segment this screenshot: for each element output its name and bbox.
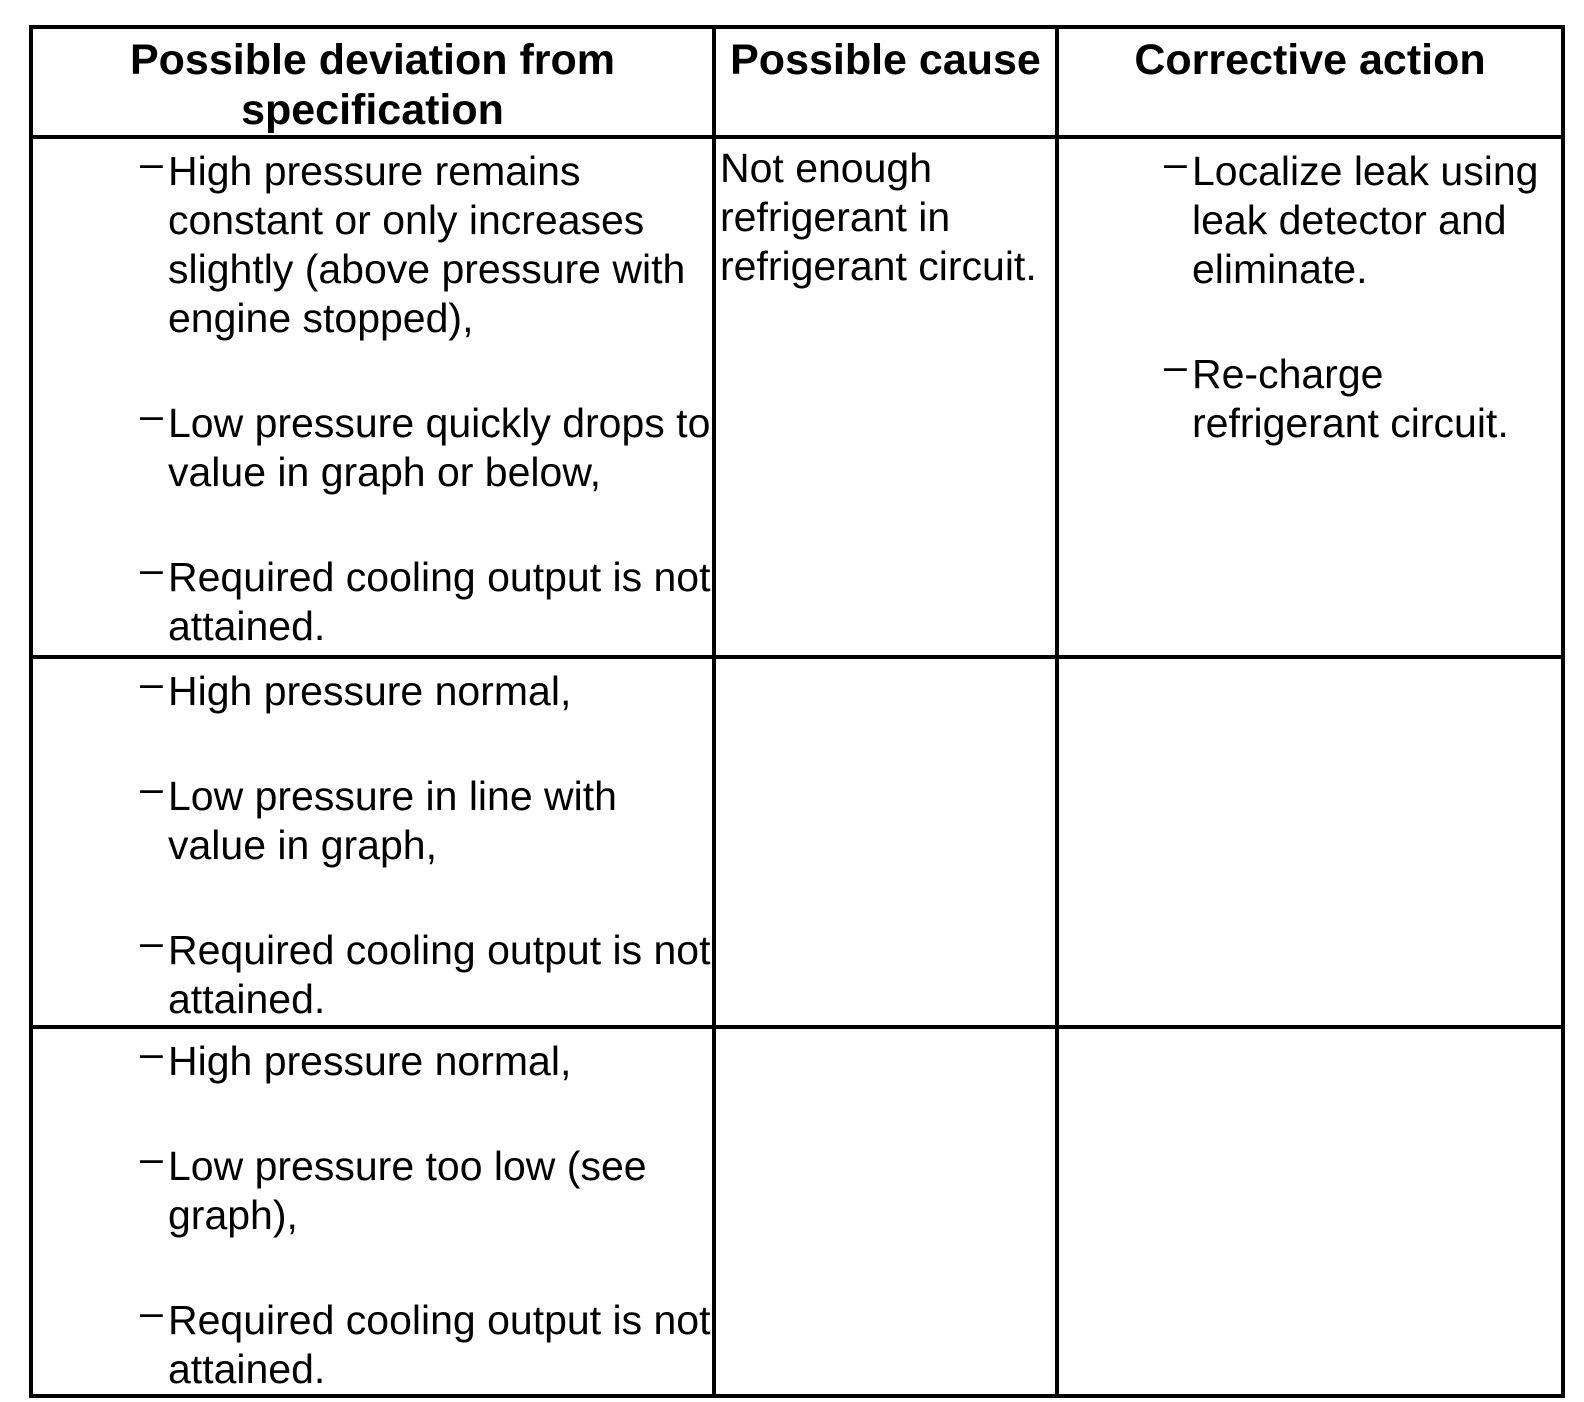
deviation-list [33,659,712,1024]
dash-marker: – [140,140,163,186]
dash-marker: – [140,546,163,592]
deviation-cell [31,657,714,1027]
list-item: – High pressure normal, [140,660,572,714]
list-item: – Re-charge refrigerant circuit. [1164,343,1509,446]
list-item: – Low pressure quickly drops to value in graph or below, [140,392,711,495]
header-deviation: Possible deviation from specification [31,27,714,137]
cause-cell [714,1027,1057,1396]
dash-marker: – [140,392,163,438]
deviation-cell [31,1027,714,1396]
deviation-cell [31,137,714,657]
deviation-list [33,139,712,651]
header-action: Corrective action [1057,27,1563,137]
list-item: – High pressure remains constant or only increases slightly (above pressure with engine stopped), [140,140,686,341]
dash-marker: – [140,660,163,706]
cause-text [716,659,1055,664]
dash-marker: – [140,1030,163,1076]
list-item: – Required cooling output is not attained. [140,919,711,1022]
table-row [31,137,1563,657]
list-item: – Required cooling output is not attained. [140,546,711,649]
cause-text: Not enough refrigerant in refrigerant circuit. [720,145,1037,289]
dash-marker: – [140,1289,163,1335]
action-cell [1057,1027,1563,1396]
dash-marker: – [140,919,163,965]
list-item: – Low pressure too low (see graph), [140,1135,647,1238]
action-cell [1057,137,1563,657]
table-row [31,657,1563,1027]
list-item: – Low pressure in line with value in graph, [140,765,617,868]
troubleshooting-table [29,25,1565,1398]
action-list [1059,139,1561,448]
cause-text [716,1029,1055,1034]
dash-marker: – [1164,343,1187,389]
cause-cell [714,657,1057,1027]
dash-marker: – [140,765,163,811]
table-row [31,1027,1563,1396]
list-item: – Localize leak using leak detector and eliminate. [1164,140,1539,292]
dash-marker: – [140,1135,163,1181]
cause-cell [714,137,1057,657]
header-row [31,27,1563,137]
list-item: – Required cooling output is not attained. [140,1289,711,1392]
dash-marker: – [1164,140,1187,186]
deviation-list [33,1029,712,1394]
action-cell [1057,657,1563,1027]
header-cause: Possible cause [714,27,1057,137]
list-item: – High pressure normal, [140,1030,572,1084]
